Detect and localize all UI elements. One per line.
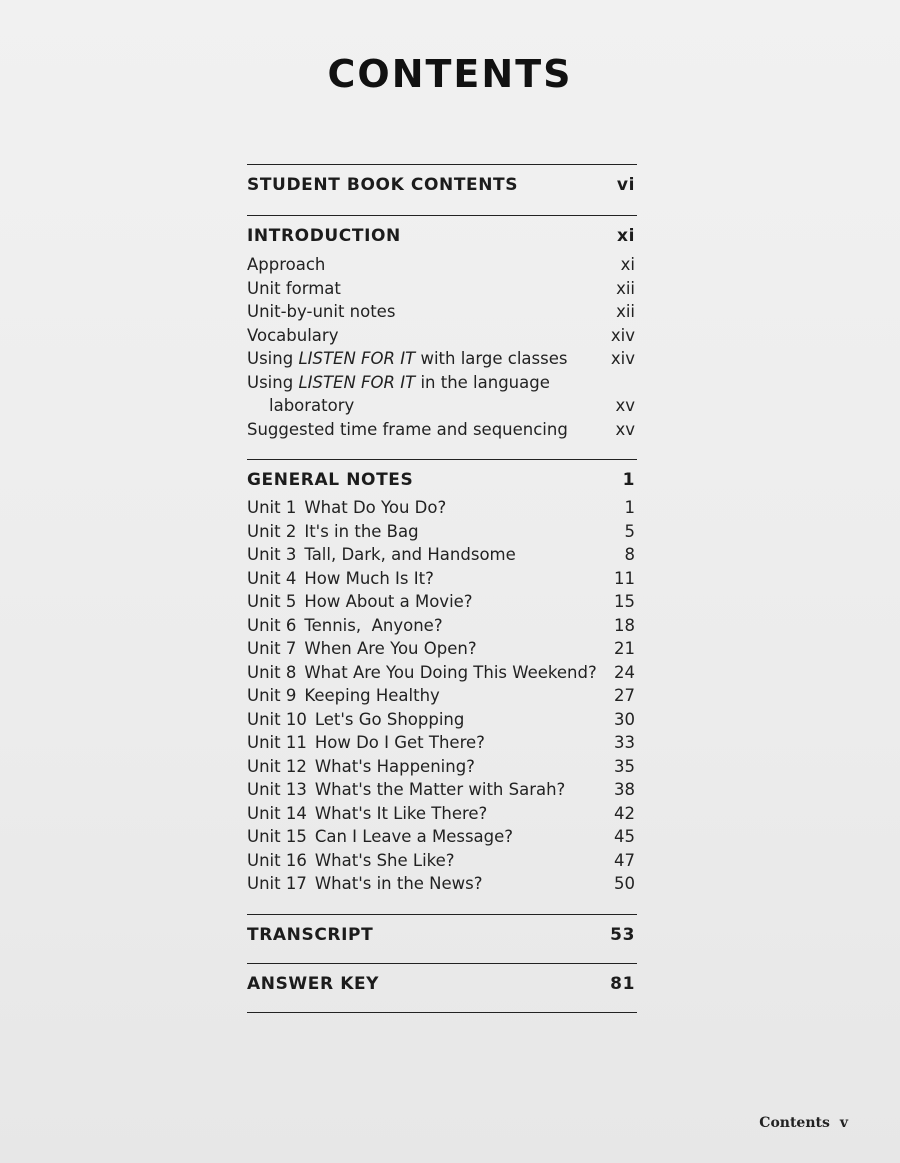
- unit-number: Unit 1: [247, 498, 297, 517]
- toc-entry-unit: [247, 849, 637, 873]
- unit-title: What's the Matter with Sarah?: [314, 780, 566, 799]
- toc-section-transcript: [247, 925, 637, 945]
- unit-number: Unit 5: [247, 592, 297, 611]
- divider: [247, 914, 637, 915]
- toc-entry: Using LISTEN FOR IT in the language: [247, 372, 550, 392]
- section-label: TRANSCRIPT: [247, 924, 374, 945]
- unit-title: Let's Go Shopping: [314, 709, 465, 729]
- toc-entry-unit: [247, 755, 637, 779]
- section-label: ANSWER KEY: [247, 973, 380, 994]
- unit-title: Can I Leave a Message?: [314, 827, 514, 846]
- toc-entry: Vocabulary xiv: [247, 325, 635, 345]
- toc-entry: laboratory xv: [269, 396, 635, 415]
- toc-entry: Unit-by-unit notes xii: [247, 302, 635, 321]
- unit-page: 33: [614, 733, 635, 752]
- unit-page: 11: [614, 568, 635, 588]
- introduction-list: [247, 253, 637, 441]
- unit-number: Unit 7: [247, 639, 297, 658]
- section-label: STUDENT BOOK CONTENTS: [247, 175, 519, 195]
- toc-entry-unit: [247, 731, 637, 755]
- section-page: 1: [622, 470, 635, 490]
- unit-page: 45: [614, 827, 635, 846]
- toc-entry-unit: [247, 778, 637, 802]
- divider: [247, 1012, 637, 1013]
- toc-entry-unit: [247, 872, 637, 896]
- unit-page: 50: [614, 874, 635, 893]
- unit-page: 27: [614, 686, 635, 705]
- unit-title: How About a Movie?: [304, 592, 473, 611]
- unit-title: What's Happening?: [314, 756, 475, 776]
- unit-title: What's She Like?: [314, 850, 455, 870]
- unit-page: 21: [614, 639, 635, 658]
- unit-number: Unit 2: [247, 521, 297, 541]
- unit-title: What Are You Doing This Weekend?: [304, 662, 597, 682]
- unit-page: 38: [614, 780, 635, 799]
- unit-title: What's It Like There?: [314, 803, 488, 823]
- unit-page: 42: [614, 803, 635, 823]
- toc-section-introduction: [247, 226, 637, 246]
- unit-title: When Are You Open?: [304, 639, 477, 658]
- toc-entry-unit: [247, 520, 637, 544]
- divider: [247, 963, 637, 964]
- table-of-contents: [247, 164, 637, 1013]
- section-page: xi: [617, 226, 635, 246]
- toc-entry-unit: [247, 543, 637, 567]
- unit-number: Unit 6: [247, 615, 297, 635]
- section-page: 81: [610, 973, 635, 994]
- unit-page: 1: [624, 498, 635, 517]
- section-label: INTRODUCTION: [247, 226, 401, 246]
- page-footer: [759, 1115, 848, 1131]
- section-page: vi: [616, 175, 635, 195]
- footer-label: Contents: [759, 1115, 830, 1131]
- toc-entry-unit: [247, 684, 637, 708]
- toc-entry-unit: [247, 567, 637, 591]
- unit-number: Unit 10: [247, 709, 307, 729]
- toc-entry: Using LISTEN FOR IT with large classes xiv: [247, 349, 635, 368]
- unit-number: Unit 14: [247, 803, 307, 823]
- unit-title: Tennis, Anyone?: [304, 615, 443, 635]
- toc-entry: Unit format xii: [247, 278, 635, 298]
- unit-title: How Do I Get There?: [314, 733, 485, 752]
- toc-entry: Approach xi: [247, 255, 635, 274]
- unit-page: 35: [614, 756, 635, 776]
- unit-number: Unit 8: [247, 662, 297, 682]
- unit-number: Unit 13: [247, 780, 307, 799]
- unit-number: Unit 12: [247, 756, 307, 776]
- toc-entry-unit: [247, 802, 637, 826]
- toc-entry-unit: [247, 496, 637, 520]
- divider: [247, 164, 637, 165]
- toc-entry-unit: [247, 661, 637, 685]
- section-page: 53: [610, 924, 635, 945]
- toc-entry-unit: [247, 825, 637, 849]
- unit-number: Unit 9: [247, 686, 297, 705]
- page-title: CONTENTS: [327, 52, 573, 96]
- unit-title: Keeping Healthy: [304, 686, 440, 705]
- footer-page-number: v: [839, 1115, 848, 1131]
- toc-section-answer-key: [247, 974, 637, 994]
- unit-number: Unit 3: [247, 545, 297, 564]
- toc-entry-unit: [247, 590, 637, 614]
- divider: [247, 215, 637, 216]
- unit-title: What Do You Do?: [304, 498, 447, 517]
- unit-number: Unit 16: [247, 850, 307, 870]
- unit-page: 47: [614, 850, 635, 870]
- unit-number: Unit 15: [247, 827, 307, 846]
- toc-entry: Suggested time frame and sequencing xv: [247, 419, 635, 439]
- toc-section-student-book: [247, 175, 637, 195]
- unit-page: 18: [614, 615, 635, 635]
- toc-entry-unit: [247, 708, 637, 732]
- section-label: GENERAL NOTES: [247, 470, 414, 490]
- toc-entry-unit: [247, 637, 637, 661]
- toc-section-general-notes: [247, 470, 637, 490]
- toc-entry-unit: [247, 614, 637, 638]
- unit-title: What's in the News?: [314, 874, 483, 893]
- unit-number: Unit 17: [247, 874, 307, 893]
- unit-page: 8: [624, 545, 635, 564]
- unit-page: 15: [614, 592, 635, 611]
- unit-page: 30: [614, 709, 635, 729]
- unit-page: 5: [624, 521, 635, 541]
- unit-title: How Much Is It?: [304, 568, 434, 588]
- unit-number: Unit 11: [247, 733, 307, 752]
- unit-title: It's in the Bag: [304, 521, 419, 541]
- unit-list: [247, 496, 637, 896]
- unit-number: Unit 4: [247, 568, 297, 588]
- unit-page: 24: [614, 662, 635, 682]
- unit-title: Tall, Dark, and Handsome: [304, 545, 516, 564]
- divider: [247, 459, 637, 460]
